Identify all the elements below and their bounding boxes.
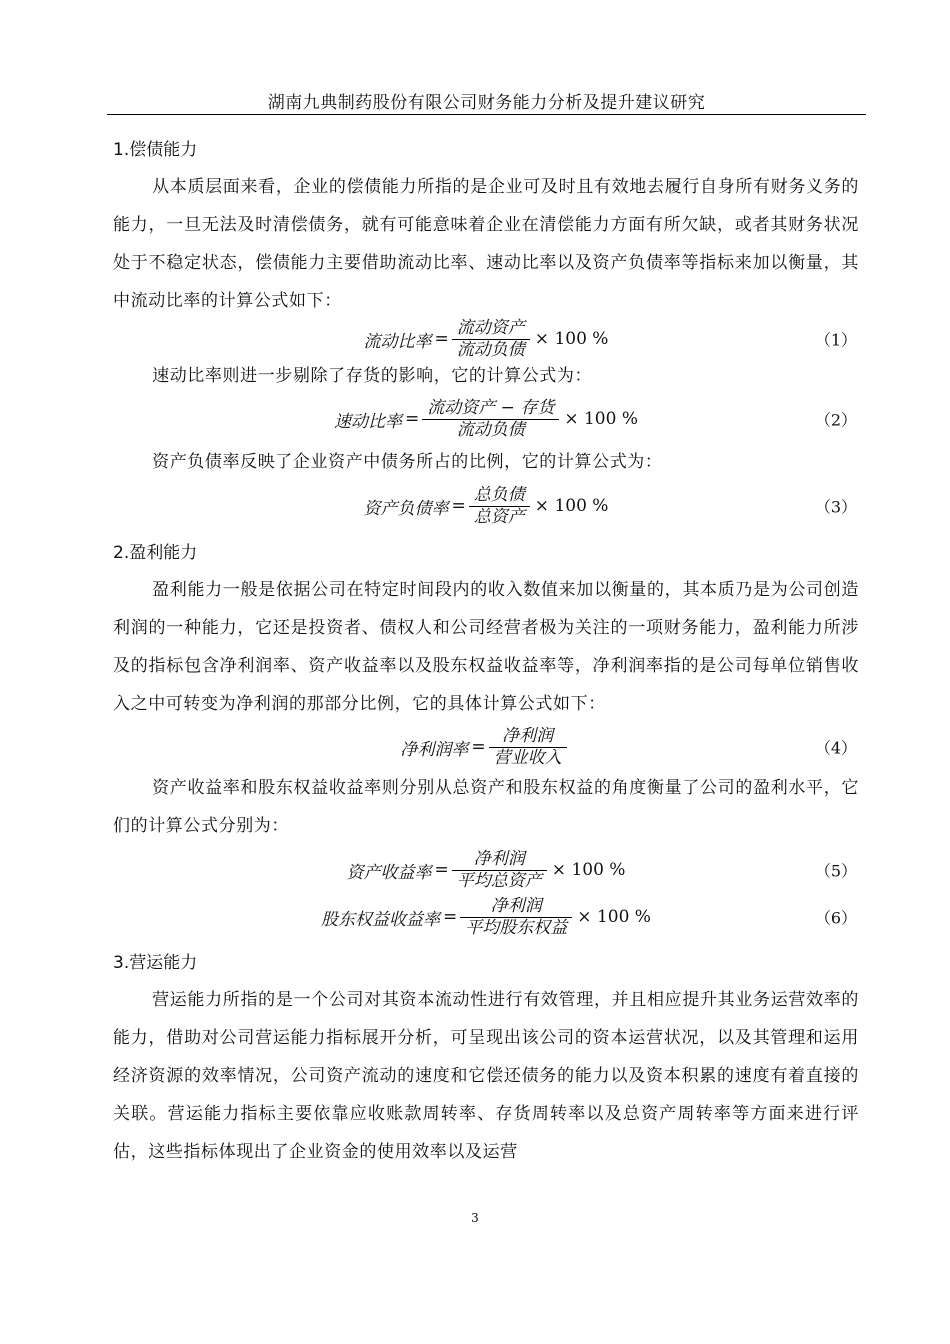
equals-sign: =	[434, 860, 449, 880]
numerator: 净利润	[502, 725, 554, 746]
formula-row-current-ratio	[113, 317, 859, 360]
formula-row-roa	[113, 847, 859, 893]
fraction	[452, 849, 547, 892]
paragraph: 从本质层面来看，企业的偿债能力所指的是企业可及时且有效地去履行自身所有财务义务的能力，一旦无法及时清偿债务，就有可能意味着企业在清偿能力方面有所欠缺，或者其财务状况处于不稳定状态，偿债能力主要借助流动比率、速动比率以及资产负债率等指标来加以衡量，其中流动比率的计算公式如下：	[113, 177, 859, 311]
formula	[334, 398, 638, 441]
formula	[364, 318, 609, 361]
fraction	[460, 896, 572, 939]
page-content	[113, 128, 859, 1171]
equation-number: （3）	[814, 497, 857, 517]
formula	[347, 849, 626, 892]
numerator: 净利润	[490, 895, 542, 916]
fraction	[422, 398, 559, 441]
numerator: 净利润	[473, 848, 525, 869]
header-rule	[107, 114, 866, 115]
numerator: 总负债	[473, 484, 525, 505]
formula-lhs: 速动比率	[334, 411, 403, 432]
formula-row-net-margin	[113, 725, 859, 769]
multiplier: × 100 %	[534, 496, 609, 516]
fraction	[452, 318, 530, 361]
section-heading-solvency: 1.偿债能力	[113, 140, 198, 160]
formula-lhs: 股东权益收益率	[321, 909, 441, 930]
multiplier: × 100 %	[534, 329, 609, 349]
equals-sign: =	[443, 907, 458, 927]
equals-sign: =	[434, 329, 449, 349]
section-heading-operating: 3.营运能力	[113, 953, 198, 973]
equals-sign: =	[405, 409, 420, 429]
formula-lhs: 净利润率	[400, 739, 469, 760]
denominator: 总资产	[473, 506, 525, 527]
equation-number: （6）	[814, 908, 857, 928]
multiplier: × 100 %	[564, 409, 638, 429]
numerator: 流动资产 − 存货	[427, 397, 555, 418]
denominator: 平均股东权益	[465, 917, 568, 938]
paragraph: 资产收益率和股东权益收益率则分别从总资产和股东权益的角度衡量了公司的盈利水平，它们的计算公式分别为：	[113, 778, 859, 836]
formula	[400, 726, 571, 769]
formula-lhs: 流动比率	[363, 331, 432, 352]
numerator: 流动资产	[456, 317, 525, 338]
equation-number: （1）	[814, 330, 857, 350]
formula	[321, 896, 651, 939]
formula-row-debt-ratio	[113, 481, 859, 531]
equation-number: （4）	[814, 738, 857, 758]
equation-number: （2）	[814, 410, 857, 430]
paragraph: 速动比率则进一步剔除了存货的影响，它的计算公式为：	[152, 366, 593, 386]
denominator: 营业收入	[493, 747, 562, 768]
equals-sign: =	[471, 737, 486, 757]
section-heading-profitability: 2.盈利能力	[113, 543, 198, 563]
multiplier: × 100 %	[577, 907, 651, 927]
formula-lhs: 资产收益率	[346, 862, 432, 883]
denominator: 流动负债	[456, 339, 525, 360]
equals-sign: =	[451, 496, 466, 516]
formula-row-quick-ratio	[113, 395, 859, 443]
paragraph: 盈利能力一般是依据公司在特定时间段内的收入数值来加以衡量的，其本质乃是为公司创造利润的一种能力，它还是投资者、债权人和公司经营者极为关注的一项财务能力，盈利能力所涉及的指标包含净利润率、资产收益率以及股东权益收益率等，净利润率指的是公司每单位销售收入之中可转变为净利润的那部分比例，它的具体计算公式如下：	[113, 580, 859, 714]
formula	[364, 485, 609, 528]
page-number: 3	[471, 1211, 479, 1225]
paragraph: 资产负债率反映了企业资产中债务所占的比例，它的计算公式为：	[152, 452, 663, 472]
paragraph: 营运能力所指的是一个公司对其资本流动性进行有效管理，并且相应提升其业务运营效率的能力，借助对公司营运能力指标展开分析，可呈现出该公司的资本运营状况，以及其管理和运用经济资源的效率情况，公司资产流动的速度和它偿还债务的能力以及资本积累的速度有着直接的关联。营运能力指标主要依靠应收账款周转率、存货周转率以及总资产周转率等方面来进行评估，这些指标体现出了企业资金的使用效率以及运营	[113, 990, 859, 1162]
multiplier: × 100 %	[551, 860, 626, 880]
equation-number: （5）	[814, 861, 857, 881]
denominator: 平均总资产	[456, 870, 542, 891]
formula-row-roe	[113, 893, 859, 941]
formula-lhs: 资产负债率	[363, 498, 449, 519]
fraction	[489, 726, 567, 769]
denominator: 流动负债	[456, 419, 525, 440]
fraction	[469, 485, 530, 528]
running-header: 湖南九典制药股份有限公司财务能力分析及提升建议研究	[267, 93, 706, 113]
